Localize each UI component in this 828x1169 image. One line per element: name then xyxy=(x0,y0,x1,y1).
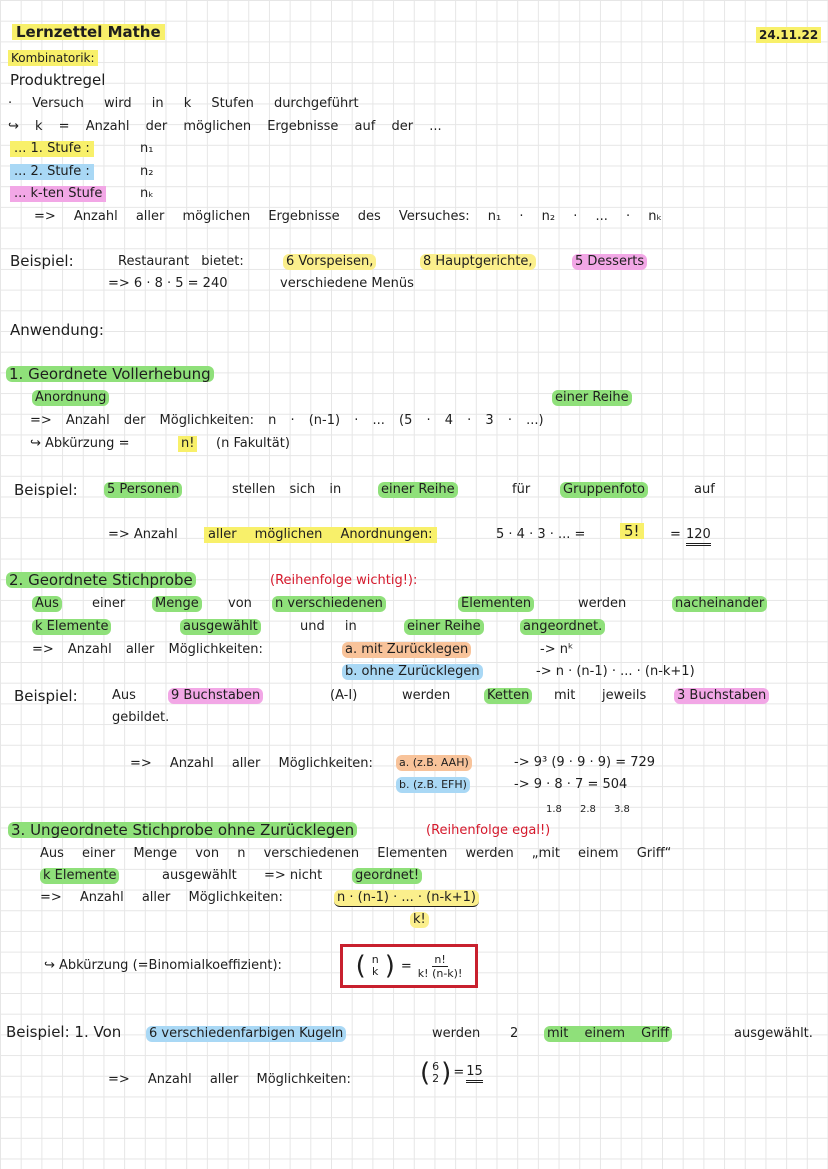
sec2-buchstaben3: 3 Buchstaben xyxy=(674,688,769,704)
sec3-denominator: k! xyxy=(410,912,429,928)
section-subtitle: Kombinatorik: xyxy=(8,50,98,66)
sec2-b: b. ohne Zurücklegen xyxy=(342,664,483,680)
produktregel-heading: Produktregel xyxy=(10,71,106,89)
binom-bottom: k xyxy=(372,965,379,978)
stage1-label: ... 1. Stufe : xyxy=(10,141,94,157)
sec1-result: 120 xyxy=(686,527,711,546)
sec1-personen: 5 Personen xyxy=(104,482,182,498)
beispiel-end-result: 15 xyxy=(466,1064,483,1083)
beispiel1-desserts: 5 Desserts xyxy=(572,254,647,270)
sec1-eq: = xyxy=(670,527,681,542)
sec3-note: (Reihenfolge egal!) xyxy=(426,823,551,838)
sec2-anzahl: => Anzahl aller Möglichkeiten: xyxy=(32,642,263,657)
sec3-nicht: => nicht xyxy=(264,868,323,883)
produktregel-line2: ↪ k = Anzahl der möglichen Ergebnisse auf der ... xyxy=(8,119,442,134)
sec1-line2: => Anzahl der Möglichkeiten: n · (n-1) · ... (5 · 4 · 3 · ...) xyxy=(30,413,544,428)
binom-equals: = xyxy=(400,958,412,974)
beispiel-end-two: 2 xyxy=(510,1026,519,1041)
sec1-reihe: einer Reihe xyxy=(552,390,632,406)
sec2-ex-b-res: -> 9 · 8 · 7 = 504 xyxy=(514,777,628,792)
sec1-aller-moegl: aller möglichen Anordnungen: xyxy=(204,527,437,543)
sec3-ausgewaehlt: ausgewählt xyxy=(162,868,237,883)
sec2-a-res: -> nᵏ xyxy=(540,642,574,657)
sec2-k-elemente: k Elemente xyxy=(32,619,111,635)
sec2-ex-b: b. (z.B. EFH) xyxy=(396,777,470,793)
sec3-title: 3. Ungeordnete Stichprobe ohne Zurücklegen xyxy=(8,822,357,838)
sec2-angeordnet: angeordnet. xyxy=(520,619,605,635)
sec3-line1: Aus einer Menge von n verschiedenen Elementen werden „mit einem Griff“ xyxy=(40,846,672,861)
stagek-label: ... k-ten Stufe xyxy=(10,186,106,202)
sec2-ausgewaehlt: ausgewählt xyxy=(180,619,261,635)
sec1-calc: 5 · 4 · 3 · ... = xyxy=(496,527,586,542)
binom-frac-num: n! xyxy=(434,952,446,966)
beispiel1-label: Beispiel: xyxy=(10,252,74,270)
sec2-nacheinander: nacheinander xyxy=(672,596,767,612)
end-binom-stack xyxy=(432,1061,439,1085)
sec2-werden2: werden xyxy=(402,688,451,703)
produktregel-result: => Anzahl aller möglichen Ergebnisse des Versuches: n₁ · n₂ · ... · nₖ xyxy=(34,209,663,224)
sec2-werden: werden xyxy=(578,596,627,611)
sec2-einer: einer xyxy=(92,596,126,611)
beispiel1-restaurant: Restaurant bietet: xyxy=(118,254,244,269)
beispiel1-calc: => 6 · 8 · 5 = 240 xyxy=(108,276,228,291)
beispiel-end-werden: werden xyxy=(432,1026,481,1041)
beispiel-end-anzahl: => Anzahl aller Möglichkeiten: xyxy=(108,1072,351,1087)
sec3-abk: ↪ Abkürzung (=Binomialkoeffizient): xyxy=(44,958,282,973)
binom-top: n xyxy=(371,953,379,966)
produktregel-line1: · Versuch wird in k Stufen durchgeführt xyxy=(8,96,359,111)
sec3-geordnet: geordnet! xyxy=(352,868,422,884)
sec1-einer-reihe: einer Reihe xyxy=(378,482,458,498)
binom-frac-den: k! (n-k)! xyxy=(417,966,463,980)
sec2-range: (A-I) xyxy=(330,688,358,703)
sec1-fakultaet: (n Fakultät) xyxy=(216,436,290,451)
page-title: Lernzettel Mathe xyxy=(12,24,165,40)
sec1-title: 1. Geordnete Vollerhebung xyxy=(6,366,214,382)
binom-fraction xyxy=(418,953,463,980)
sec1-abk: ↪ Abkürzung = xyxy=(30,436,130,451)
anwendung-heading: Anwendung: xyxy=(10,321,104,339)
sec3-numerator: n · (n-1) · ... · (n-k+1) xyxy=(334,890,479,907)
sec2-step-2: 2.8 xyxy=(580,804,596,815)
binom-paren-open: ( xyxy=(355,951,366,981)
sec2-gebildet: gebildet. xyxy=(112,710,170,725)
sec2-b-res: -> n · (n-1) · ... · (n-k+1) xyxy=(536,664,695,679)
end-equals: = xyxy=(453,1065,465,1080)
sec1-bsp-label: Beispiel: xyxy=(14,481,78,499)
end-paren-open: ( xyxy=(420,1058,431,1088)
stage2-label: ... 2. Stufe : xyxy=(10,164,94,180)
sec1-stellen: stellen sich in xyxy=(232,482,342,497)
sec2-buchstaben9: 9 Buchstaben xyxy=(168,688,263,704)
sec2-step-3: 3.8 xyxy=(614,804,630,815)
sec3-anzahl: => Anzahl aller Möglichkeiten: xyxy=(40,890,283,905)
beispiel1-vorspeisen: 6 Vorspeisen, xyxy=(283,254,376,270)
sec1-nfak: n! xyxy=(178,436,197,452)
sec2-n-verschieden: n verschiedenen xyxy=(272,596,386,612)
binomial-formula-box xyxy=(340,944,478,988)
sec1-auf: auf xyxy=(694,482,715,497)
sec2-und-in: und in xyxy=(300,619,357,634)
end-paren-close: ) xyxy=(441,1058,452,1088)
sec2-mit: mit xyxy=(554,688,576,703)
sec2-ketten: Ketten xyxy=(484,688,532,704)
sec3-k-elemente: k Elemente xyxy=(40,868,119,884)
stagek-value: nₖ xyxy=(140,186,154,201)
sec1-fuer: für xyxy=(512,482,531,497)
binom-stack xyxy=(372,954,379,978)
stage2-value: n₂ xyxy=(140,164,154,179)
end-binom-bottom: 2 xyxy=(432,1072,440,1085)
sec2-a: a. mit Zurücklegen xyxy=(342,642,471,658)
date: 24.11.22 xyxy=(756,27,821,43)
stage1-value: n₁ xyxy=(140,141,154,156)
sec2-aus: Aus xyxy=(32,596,62,612)
sec2-bsp-label: Beispiel: xyxy=(14,687,78,705)
sec2-einer-reihe: einer Reihe xyxy=(404,619,484,635)
beispiel-end-kugeln: 6 verschiedenfarbigen Kugeln xyxy=(146,1026,346,1042)
sec2-von: von xyxy=(228,596,252,611)
sec2-aus2: Aus xyxy=(112,688,136,703)
sec2-jeweils: jeweils xyxy=(602,688,647,703)
sec2-title: 2. Geordnete Stichprobe xyxy=(6,572,196,588)
sec1-anordnung: Anordnung xyxy=(32,390,109,406)
sec1-gruppenfoto: Gruppenfoto xyxy=(560,482,648,498)
sec2-menge: Menge xyxy=(152,596,202,612)
sec2-note: (Reihenfolge wichtig!): xyxy=(270,573,418,588)
beispiel-end-ausgewaehlt: ausgewählt. xyxy=(734,1026,813,1041)
beispiel-end-binomial xyxy=(420,1060,483,1086)
sec2-ex-a: a. (z.B. AAH) xyxy=(396,755,472,771)
end-binom-top: 6 xyxy=(432,1060,440,1073)
sec2-anzahl2: => Anzahl aller Möglichkeiten: xyxy=(130,756,373,771)
sec1-anzahl-pre: => Anzahl xyxy=(108,527,178,542)
binom-paren-close: ) xyxy=(384,951,395,981)
beispiel-end-label: Beispiel: 1. Von xyxy=(6,1023,122,1041)
beispiel1-menus: verschiedene Menüs xyxy=(280,276,414,291)
beispiel1-haupt: 8 Hauptgerichte, xyxy=(420,254,536,270)
sec2-ex-a-res: -> 9³ (9 · 9 · 9) = 729 xyxy=(514,755,656,770)
sec2-step-1: 1.8 xyxy=(546,804,562,815)
sec2-elementen: Elementen xyxy=(458,596,534,612)
sec1-fac5: 5! xyxy=(620,523,644,539)
beispiel-end-griff: mit einem Griff xyxy=(544,1026,672,1042)
